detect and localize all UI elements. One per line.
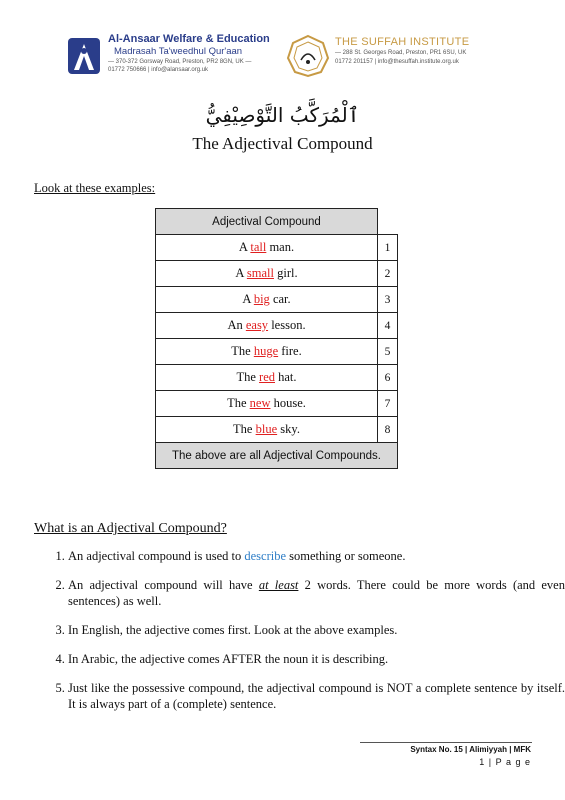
points-list [34,548,565,725]
footer-divider [360,742,532,743]
point-text: An adjectival compound is used to [68,549,245,563]
adjective-word: tall [250,240,267,254]
footer-label: Syntax No. 15 | Alimiyyah | MFK [410,745,531,754]
point-highlight: describe [244,549,287,563]
al-ansaar-logo [64,36,104,76]
phrase-text: sky. [277,422,300,436]
summary-row [156,443,398,469]
example-number: 2 [378,261,398,287]
example-phrase [156,339,378,365]
right-org-address: — 288 St. Georges Road, Preston, PR1 6SU, UK [335,50,467,56]
point-item: 5. Just like the possessive compound, the adjectival compound is NOT a complete sentence by itself. It is always part of a (complete) sentence. [68,680,565,712]
adjective-word: blue [255,422,278,436]
example-phrase [156,235,378,261]
left-org-name: Al-Ansaar Welfare & Education [108,33,270,45]
table-row [156,261,398,287]
phrase-text: lesson. [268,318,306,332]
adjective-word: red [259,370,275,384]
table-row [156,391,398,417]
point-item: 4. In Arabic, the adjective comes AFTER the noun it is describing. [68,651,565,667]
left-org-sub: Madrasah Ta'weedhul Qur'aan [114,46,243,57]
example-phrase [156,365,378,391]
example-number: 3 [378,287,398,313]
table-row [156,313,398,339]
table-row [156,287,398,313]
phrase-text: The [233,422,256,436]
phrase-text: fire. [278,344,302,358]
suffah-seal-logo [286,34,330,78]
example-phrase [156,313,378,339]
table-row [156,339,398,365]
example-phrase [156,391,378,417]
table-summary: The above are all Adjectival Compounds. [156,443,398,469]
example-number: 4 [378,313,398,339]
left-org-address: — 370-372 Gorsway Road, Preston, PR2 8GN, UK — [108,59,252,65]
phrase-text: A [242,292,254,306]
arabic-title: ٱلْمُرَكَّبُ التَّوْصِيْفِيُّ [205,103,360,127]
example-number: 8 [378,417,398,443]
adjective-word: huge [253,344,279,358]
phrase-text: car. [269,292,291,306]
example-number: 7 [378,391,398,417]
table-header-blank [378,209,398,235]
table-row [156,235,398,261]
point-text: 2 words. There could be more words (and even sentences) as well. [68,578,565,608]
phrase-text: An [227,318,246,332]
phrase-text: A [235,266,247,280]
phrase-text: house. [270,396,306,410]
point-text: An adjectival compound will have [68,578,259,592]
adjective-word: easy [245,318,269,332]
table-row [156,417,398,443]
question-heading: What is an Adjectival Compound? [34,521,227,536]
phrase-text: A [238,240,251,254]
right-org-block [335,35,469,67]
adjective-word: new [249,396,271,410]
adjective-word: small [246,266,274,280]
page-number: 1 | P a g e [479,757,531,767]
phrase-text: The [227,396,250,410]
table-header-row [156,209,398,235]
example-phrase [156,261,378,287]
intro-text: Look at these examples: [34,181,156,195]
table-row [156,365,398,391]
adjective-word: big [253,292,270,306]
phrase-text: The [231,344,254,358]
table-header: Adjectival Compound [156,209,378,235]
right-org-name: THE SUFFAH INSTITUTE [335,36,470,48]
example-number: 1 [378,235,398,261]
point-item [68,577,565,609]
point-item: 3. In English, the adjective comes first. Look at the above examples. [68,622,565,638]
example-number: 6 [378,365,398,391]
phrase-text: The [236,370,260,384]
page-title: The Adjectival Compound [192,134,373,153]
point-emphasis: at least [258,578,299,592]
point-text: something or someone. [286,549,406,563]
phrase-text: girl. [273,266,298,280]
phrase-text: hat. [275,370,297,384]
left-org-block [108,33,270,74]
examples-table [155,208,398,469]
letterhead [0,0,565,95]
point-item [68,548,565,564]
example-phrase [156,417,378,443]
example-phrase [156,287,378,313]
phrase-text: man. [266,240,295,254]
left-org-contact: 01772 750666 | info@alansaar.org.uk [108,67,209,73]
example-number: 5 [378,339,398,365]
right-org-contact: 01772 201157 | info@thesuffah.institute.org.uk [335,59,459,65]
